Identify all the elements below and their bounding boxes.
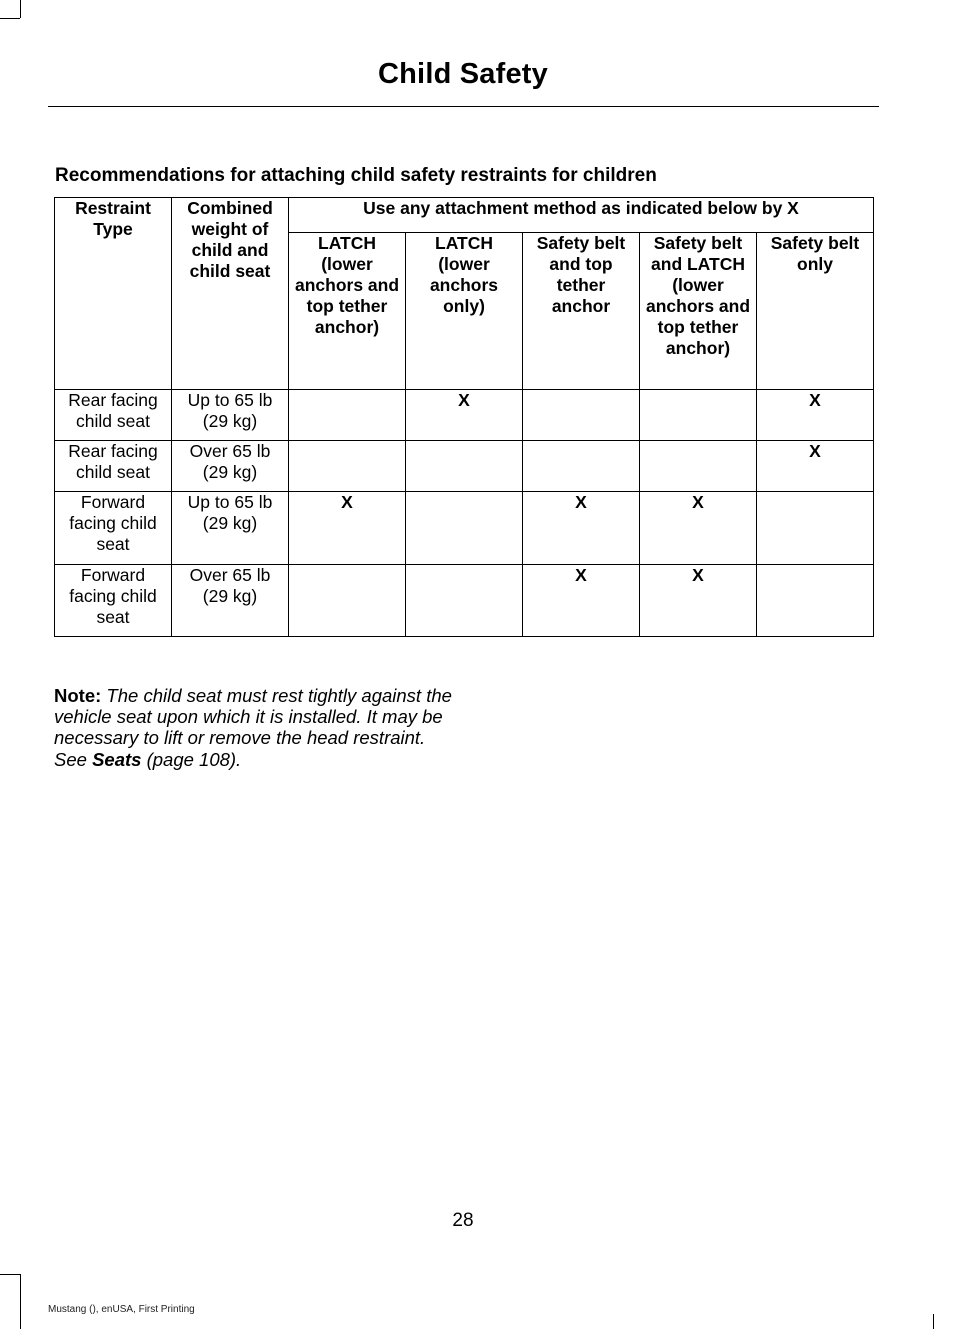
header-method-belt-latch: Safety belt and LATCH (lower anchors and top tether anchor) — [640, 233, 757, 390]
mark-cell: X — [523, 565, 640, 637]
header-method-belt-only: Safety belt only — [757, 233, 874, 390]
header-restraint-type: Restraint Type — [55, 198, 172, 390]
mark-cell — [523, 441, 640, 492]
mark-cell — [289, 390, 406, 441]
mark-cell: X — [406, 390, 523, 441]
mark-cell: X — [640, 492, 757, 565]
header-method-latch-full: LATCH (lower anchors and top tether anchor) — [289, 233, 406, 390]
header-method-latch-lower: LATCH (lower anchors only) — [406, 233, 523, 390]
restraint-cell: Rear facing child seat — [55, 441, 172, 492]
recommendations-table — [54, 197, 874, 637]
crop-mark — [933, 1314, 934, 1329]
mark-cell — [640, 441, 757, 492]
note-suffix: (page 108). — [141, 748, 242, 770]
mark-cell — [406, 492, 523, 565]
mark-cell — [640, 390, 757, 441]
restraint-cell: Forward facing child seat — [55, 565, 172, 637]
mark-cell — [289, 441, 406, 492]
crop-mark — [20, 0, 21, 18]
mark-cell — [406, 441, 523, 492]
header-method-belt-tether: Safety belt and top tether anchor — [523, 233, 640, 390]
page-title: Child Safety — [378, 58, 548, 90]
section-heading: Recommendations for attaching child safety restraints for children — [55, 165, 657, 186]
restraint-cell: Rear facing child seat — [55, 390, 172, 441]
crop-mark — [0, 18, 20, 19]
mark-cell: X — [757, 390, 874, 441]
crop-mark — [20, 1274, 21, 1329]
table-row — [55, 492, 874, 565]
weight-cell: Over 65 lb (29 kg) — [172, 441, 289, 492]
mark-cell — [289, 565, 406, 637]
header-attachment-span: Use any attachment method as indicated below by X — [289, 198, 874, 233]
mark-cell: X — [640, 565, 757, 637]
page-number: 28 — [452, 1210, 474, 1231]
restraint-cell: Forward facing child seat — [55, 492, 172, 565]
note-paragraph — [54, 685, 454, 770]
note-lead: Note: — [54, 685, 102, 706]
mark-cell — [406, 565, 523, 637]
footer-text: Mustang (), enUSA, First Printing — [48, 1304, 195, 1315]
header-combined-weight: Combined weight of child and child seat — [172, 198, 289, 390]
mark-cell: X — [757, 441, 874, 492]
mark-cell: X — [289, 492, 406, 565]
mark-cell — [757, 492, 874, 565]
table-row — [55, 441, 874, 492]
weight-cell: Up to 65 lb (29 kg) — [172, 390, 289, 441]
weight-cell: Up to 65 lb (29 kg) — [172, 492, 289, 565]
mark-cell — [757, 565, 874, 637]
title-rule — [48, 106, 879, 107]
note-text: The child seat must rest tightly against the vehicle seat upon which it is installed. It may be necessary to lift or remove the head restraint. See — [54, 685, 452, 770]
table-row — [55, 565, 874, 637]
table-row — [55, 390, 874, 441]
mark-cell: X — [523, 492, 640, 565]
seats-reference-link[interactable]: Seats — [92, 748, 142, 770]
mark-cell — [523, 390, 640, 441]
crop-mark — [0, 1274, 20, 1275]
weight-cell: Over 65 lb (29 kg) — [172, 565, 289, 637]
